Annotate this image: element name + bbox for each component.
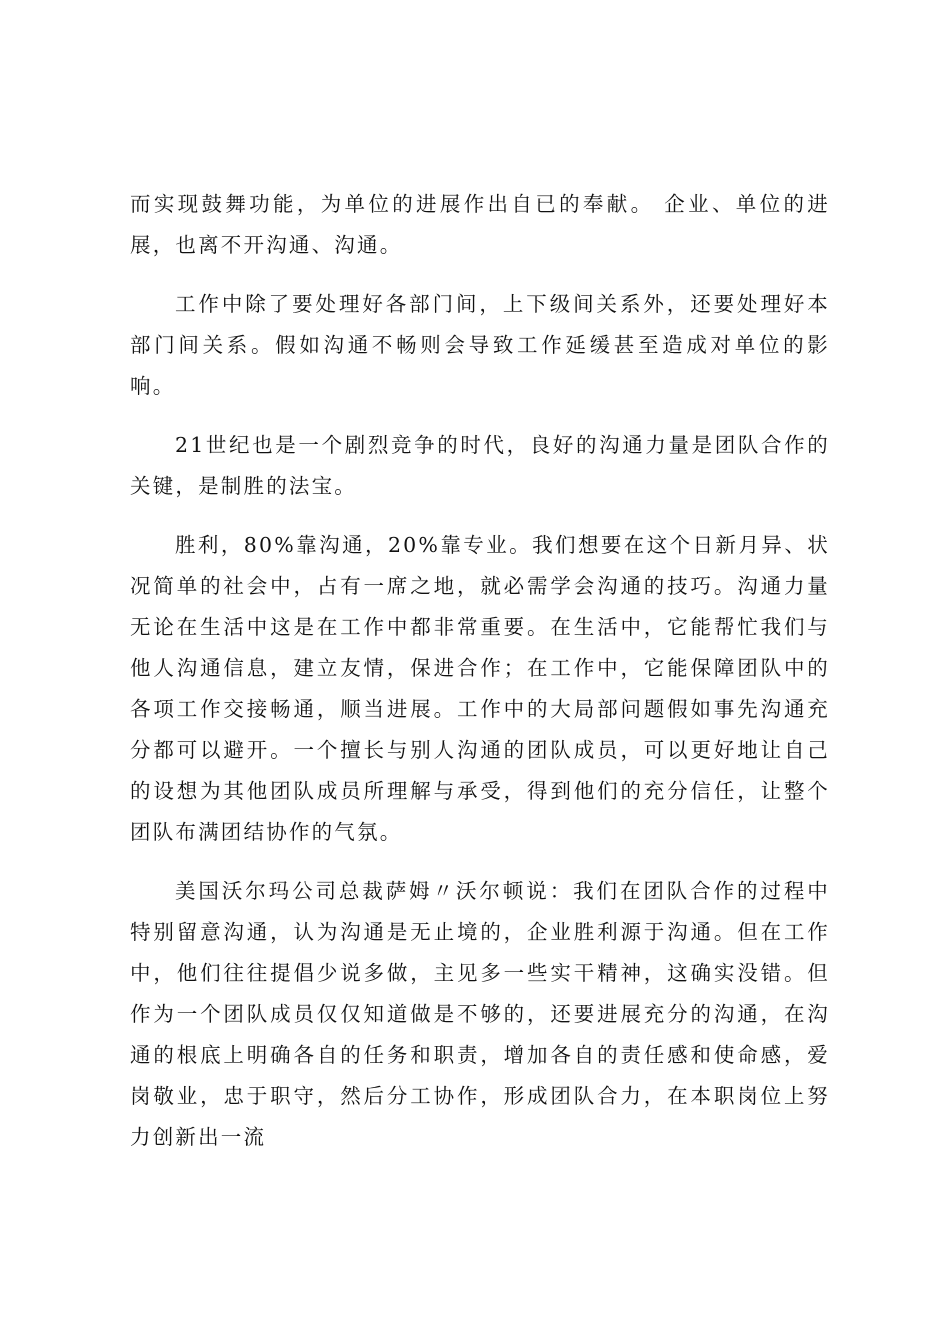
paragraph-3: 21世纪也是一个剧烈竞争的时代，良好的沟通力量是团队合作的关键，是制胜的法宝。 — [130, 433, 830, 498]
document-body — [130, 184, 830, 1176]
paragraph-1: 而实现鼓舞功能，为单位的进展作出自已的奉献。 企业、单位的进展，也离不开沟通、沟通。 — [130, 192, 830, 257]
paragraph-5: 美国沃尔玛公司总裁萨姆〃沃尔顿说：我们在团队合作的过程中特别留意沟通，认为沟通是无止境的，企业胜利源于沟通。但在工作中，他们往往提倡少说多做，主见多一些实干精神，这确实没错。但作为一个团队成员仅仅知道做是不够的，还要进展充分的沟通，在沟通的根底上明确各自的任务和职责，增加各自的责任感和使命感，爱岗敬业，忠于职守，然后分工协作，形成团队合力，在本职岗位上努力创新出一流 — [130, 879, 830, 1149]
paragraph-4: 胜利，80%靠沟通，20%靠专业。我们想要在这个日新月异、状况简单的社会中，占有一席之地，就必需学会沟通的技巧。沟通力量无论在生活中这是在工作中都非常重要。在生活中，它能帮忙我们与他人沟通信息，建立友情，保进合作；在工作中，它能保障团队中的各项工作交接畅通，顺当进展。工作中的大局部问题假如事先沟通充分都可以避开。一个擅长与别人沟通的团队成员，可以更好地让自己的设想为其他团队成员所理解与承受，得到他们的充分信任，让整个团队布满团结协作的气氛。 — [130, 533, 830, 844]
paragraph-2: 工作中除了要处理好各部门间，上下级间关系外，还要处理好本部门间关系。假如沟通不畅则会导致工作延缓甚至造成对单位的影响。 — [130, 292, 830, 398]
